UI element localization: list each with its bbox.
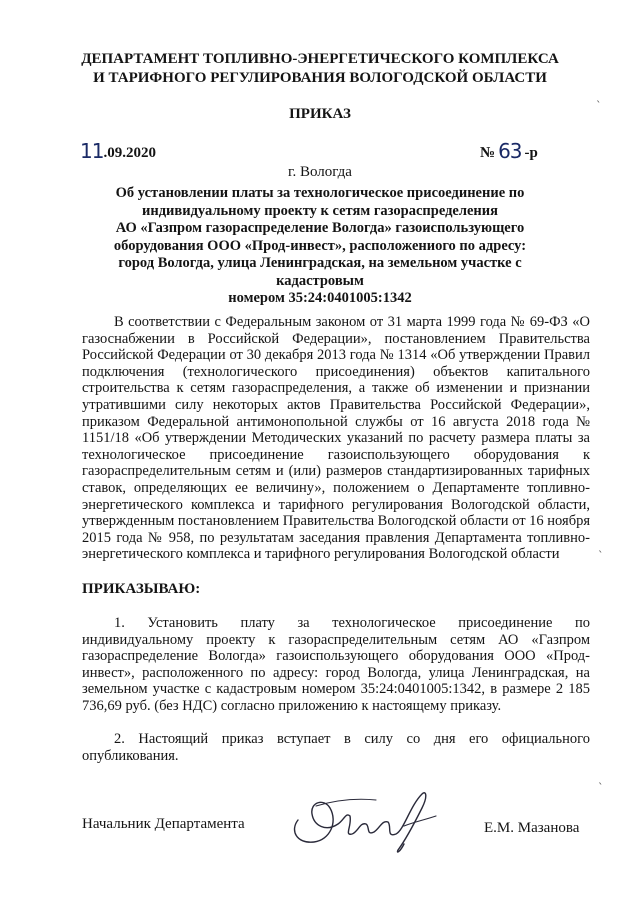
handwritten-number: 63 bbox=[498, 139, 522, 163]
number-suffix: -р bbox=[524, 145, 538, 161]
subject-line-1: Об установлении платы за технологическое присоединение по bbox=[115, 185, 525, 201]
order-date bbox=[80, 138, 156, 162]
order-title: ПРИКАЗ bbox=[289, 106, 351, 122]
preamble-paragraph: В соответствии с Федеральным законом от 31 марта 1999 года № 69-ФЗ «О газоснабжении в Российской Федерации», постановлением Правительства Российской Федерации от 30 декабря 2013 года № 1314 «Об утверждении Правил подключения (технологического присоединения) объектов капитального строительства к сетям газораспределения, а также об изменении и признании утратившими силу некоторых актов Правительства Российской Федерации», приказом Федеральной антимонопольной службы от 16 августа 2018 года № 1151/18 «Об утверждении Методических указаний по расчету размера платы за технологическое присоединение газоиспользующего оборудования к газораспределительным сетям и (или) размеров стандартизированных тарифных ставок, определяющих ее величину», положением о Департаменте топливно-энергетического комплекса и тарифного регулирования Вологодской области, утвержденным постановлением Правительства Вологодской области от 16 ноября 2015 года № 958, по результатам заседания правления Департамента топливно-энергетического комплекса и тарифного регулирования Вологодской области bbox=[82, 314, 590, 563]
decree-heading: ПРИКАЗЫВАЮ: bbox=[82, 581, 201, 597]
scan-speck: ˎ bbox=[596, 90, 602, 103]
date-rest: .09.2020 bbox=[103, 145, 156, 161]
subject-line-5: город Вологда, улица Ленинградская, на земельном участке с кадастровым bbox=[118, 255, 522, 289]
header-line-1: ДЕПАРТАМЕНТ ТОПЛИВНО-ЭНЕРГЕТИЧЕСКОГО КОМПЛЕКСА bbox=[81, 51, 559, 67]
order-number bbox=[480, 138, 538, 162]
subject-line-4: оборудования ООО «Прод-инвест», расположениого по адресу: bbox=[113, 237, 527, 254]
signatory-name: Е.М. Мазанова bbox=[484, 820, 580, 836]
order-item-1: 1. Установить плату за технологическое присоединение по индивидуальному проекту к газораспределительным сетям АО «Газпром газораспределение Вологда» газоиспользующего оборудования ООО «Прод-инвест», расположенного по адресу: город Вологда, улица Ленинградская, на земельном участке с кадастровым номером 35:24:0401005:1342, в размере 2 185 736,69 руб. (без НДС) согласно приложению к настоящему приказу. bbox=[82, 615, 590, 714]
header-line-2: И ТАРИФНОГО РЕГУЛИРОВАНИЯ ВОЛОГОДСКОЙ ОБЛАСТИ bbox=[93, 70, 547, 86]
scan-speck: ˎ bbox=[598, 772, 604, 785]
subject-line-6: номером 35:24:0401005:1342 bbox=[228, 290, 412, 306]
number-prefix: № bbox=[480, 145, 496, 161]
subject-line-2: индивидуальному проекту к сетям газораспределения bbox=[142, 202, 498, 219]
handwritten-day: 11 bbox=[80, 139, 104, 163]
handwritten-signature bbox=[286, 786, 456, 856]
signatory-title: Начальник Департамента bbox=[82, 816, 245, 832]
subject-line-3: АО «Газпром газораспределение Вологда» газоиспользующего bbox=[115, 220, 525, 236]
order-subject bbox=[75, 185, 565, 308]
scan-speck: ˎ bbox=[598, 540, 604, 553]
city: г. Вологда bbox=[288, 164, 352, 180]
department-header bbox=[40, 50, 600, 88]
order-item-2: 2. Настоящий приказ вступает в силу со дня его официального опубликования. bbox=[82, 731, 590, 764]
